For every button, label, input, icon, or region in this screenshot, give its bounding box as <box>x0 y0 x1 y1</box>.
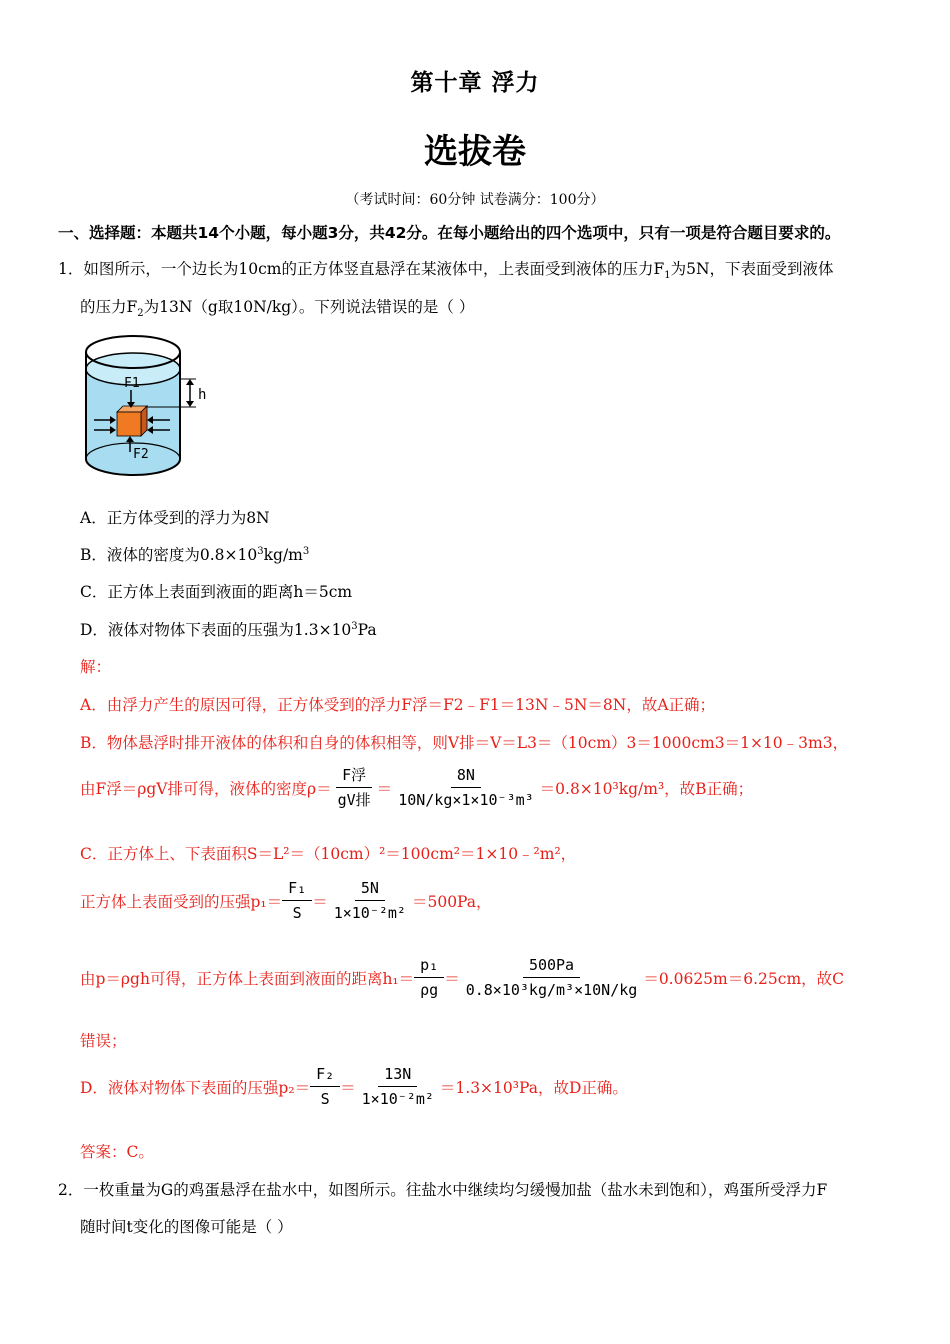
f1-label: F1 <box>124 376 140 391</box>
h-label: h <box>198 387 207 403</box>
solution-d: D．液体对物体下表面的压强p₂＝ $\frac{\text{F₂}}{S}$ ＝ $\frac{13N}{\text{1×10⁻²m²}}$ ＝1.3×10³Pa，故D正确。 <box>80 1065 628 1108</box>
option-a: A．正方体受到的浮力为8N <box>80 509 270 527</box>
solution-c: C．正方体上、下表面积S＝L²＝（10cm）²＝100cm²＝1×10﹣²m²， <box>80 845 577 863</box>
solution-b-density: 由F浮＝ρgV排可得，液体的密度ρ＝ $\frac{\text{F浮}}{\text{gV排}}$ ＝ $\frac{8N}{\text{10N/kg×1×10⁻³m³}}$ ＝0.8×10³kg/m³，故B正确； <box>80 766 754 809</box>
option-b: B．液体的密度为$0.8\times 10^3kg/m^3$ <box>80 545 310 564</box>
option-c: C．正方体上表面到液面的距离h＝5cm <box>80 583 353 601</box>
question-1-line-1: 1．如图所示，一个边长为10cm的正方体竖直悬浮在某液体中，上表面受到液体的压力$F_1$为5N，下表面受到液体 <box>58 260 834 282</box>
fraction: $\frac{8N}{\text{10N/kg×1×10⁻³m³}}$ <box>398 766 534 809</box>
question-2-line-1: 2．一枚重量为G的鸡蛋悬浮在盐水中，如图所示。往盐水中继续均匀缓慢加盐（盐水未到饱和），鸡蛋所受浮力F <box>58 1181 828 1199</box>
f2-label: F2 <box>133 447 149 462</box>
fraction: $\frac{5N}{\text{1×10⁻²m²}}$ <box>333 879 406 922</box>
option-d: D．液体对物体下表面的压强为$1.3\times 10^3Pa$ <box>80 620 377 639</box>
question-number: 1． <box>58 260 84 278</box>
fraction: $\frac{\text{F₁}}{S}$ <box>282 878 312 923</box>
solution-a: A．由浮力产生的原因可得，正方体受到的浮力F浮＝F2﹣F1＝13N﹣5N＝8N，故A正确； <box>80 696 716 714</box>
page-title: 选拔卷 <box>424 132 526 172</box>
fraction: $\frac{500Pa}{\text{0.8×10³kg/m³×10N/kg}}$ <box>465 956 638 999</box>
question-1-line-2: 的压力$F_2$为13N（g取10N/kg）。下列说法错误的是（ ） <box>80 298 475 320</box>
fraction: $\frac{13N}{\text{1×10⁻²m²}}$ <box>361 1065 434 1108</box>
question-2-line-2: 随时间t变化的图像可能是（ ） <box>80 1218 293 1236</box>
chapter-title: 第十章 浮力 <box>410 70 540 96</box>
fraction: $\frac{\text{F₂}}{S}$ <box>310 1064 340 1109</box>
solution-c-end: 错误； <box>80 1032 127 1050</box>
solution-c-pressure: 正方体上表面受到的压强p₁＝ $\frac{\text{F₁}}{S}$ ＝ $\frac{5N}{\text{1×10⁻²m²}}$ ＝500Pa， <box>80 879 492 922</box>
answer: 答案：C。 <box>80 1143 154 1161</box>
cylinder-cube-figure <box>78 334 228 486</box>
solution-c-depth: 由p＝ρgh可得，正方体上表面到液面的距离h₁＝ $\frac{\text{p₁}}{\rho g}$ ＝ $\frac{500Pa}{\text{0.8×10³kg/m³×10N/kg}}$ ＝0.0625m＝6.25cm，故C <box>80 956 844 999</box>
section-heading: 一、选择题：本题共14个小题，每小题3分，共42分。在每小题给出的四个选项中，只有一项是符合题目要求的。 <box>58 224 841 242</box>
fraction: $\frac{\text{F浮}}{\text{gV排}}$ <box>337 766 371 809</box>
exam-meta: （考试时间：60分钟 试卷满分：100分） <box>345 192 605 208</box>
solution-b: B．物体悬浮时排开液体的体积和自身的体积相等，则V排＝V＝L3＝（10cm）3＝1000cm3＝1×10﹣3m3， <box>80 734 849 752</box>
solution-label: 解： <box>80 658 112 676</box>
fraction: $\frac{\text{p₁}}{\rho g}$ <box>414 955 444 1000</box>
